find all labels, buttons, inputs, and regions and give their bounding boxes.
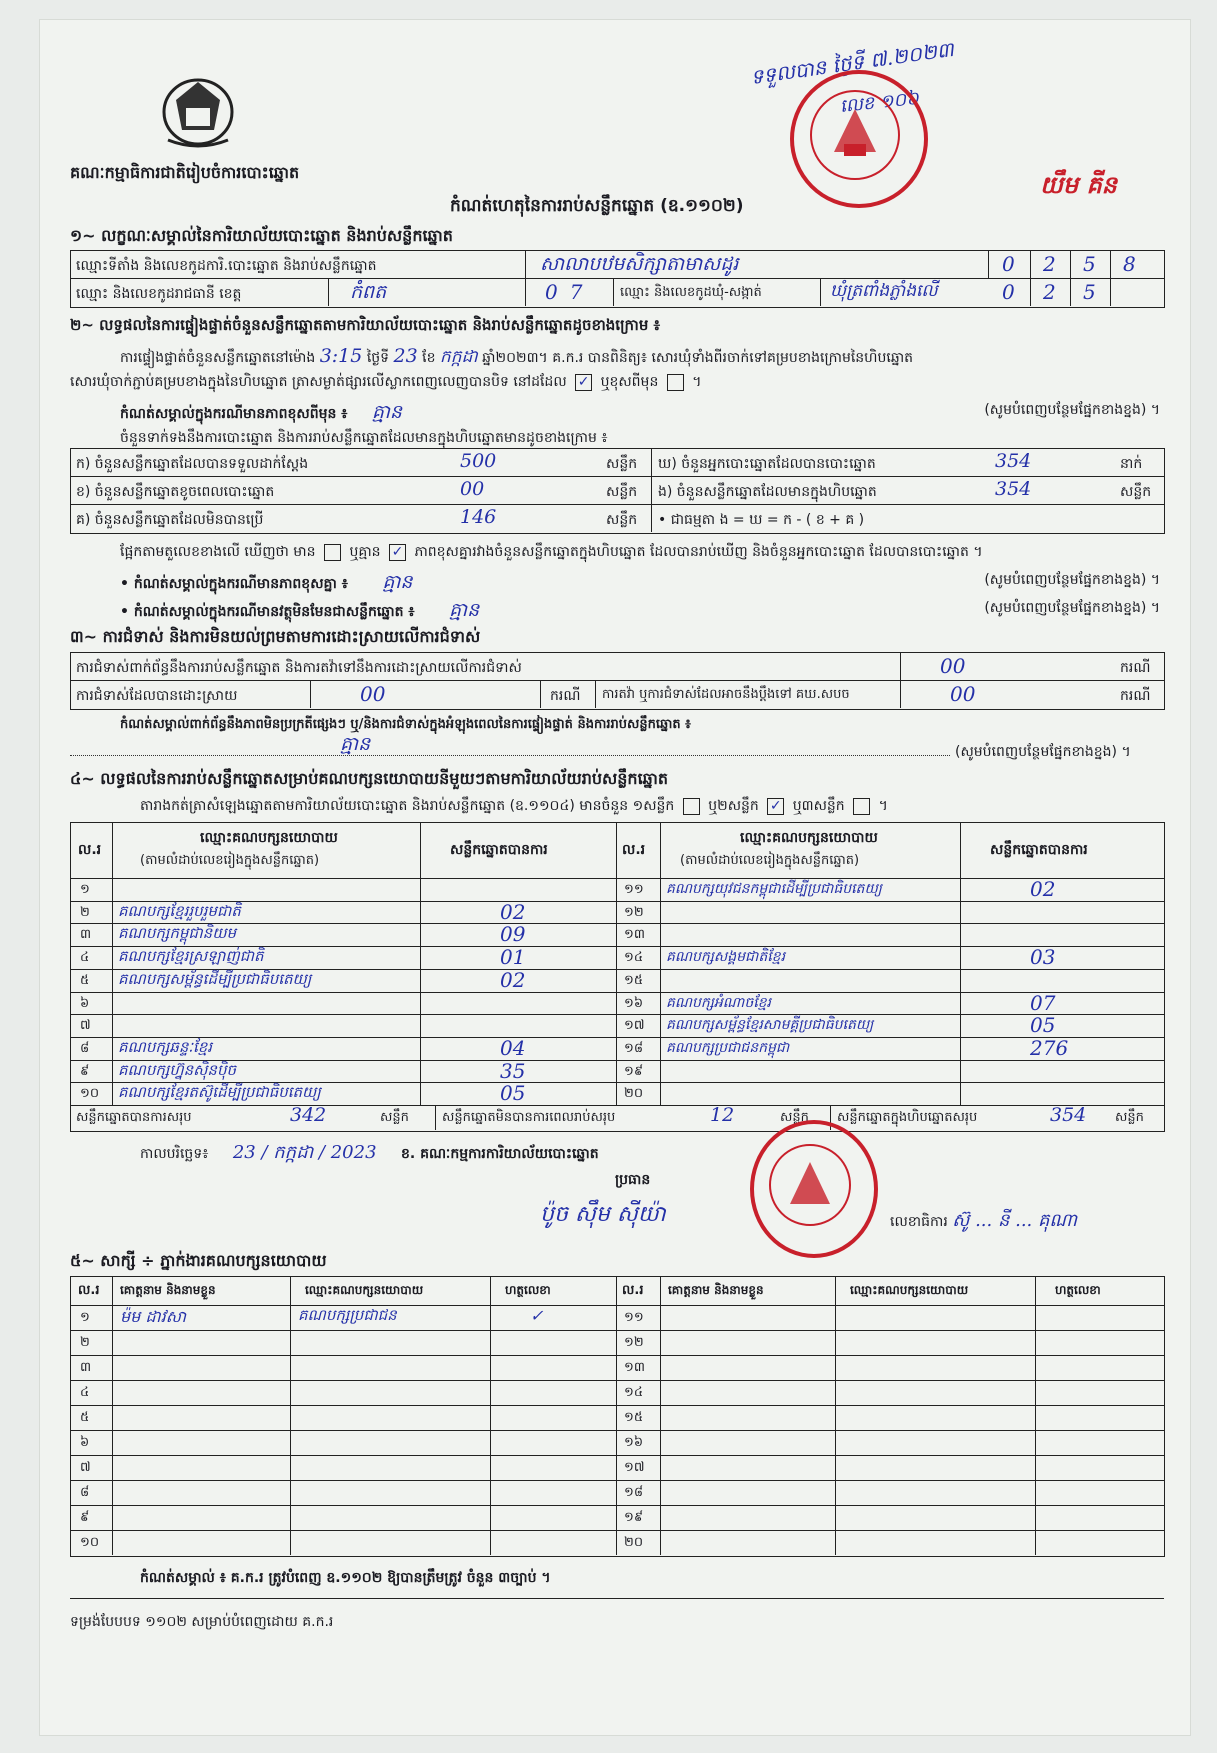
consistency-c: ភាពខុសគ្នារវាងចំនួនសន្លឹកឆ្នោតក្នុងហិបឆ្នោត ដែលបានរាប់ឃើញ និងចំនួនអ្នកបោះឆ្នោត ដែលបានបោះឆ្នោត ។ bbox=[414, 544, 983, 560]
date-value: 23 / កក្កដា / 2023 bbox=[232, 1142, 377, 1163]
section2-title: ២~ លទ្ធផលនៃការផ្ទៀងផ្ទាត់ចំនួនសន្លឹកឆ្នោតតាមការិយាល័យបោះឆ្នោត និងរាប់សន្លឹកឆ្នោតដូចខាងក្រោម ៖ bbox=[70, 316, 661, 334]
witness-row-sign: ✓ bbox=[530, 1306, 544, 1325]
resolved-value: 00 bbox=[360, 682, 386, 706]
witness-col-sign-left: ហត្ថលេខា bbox=[505, 1283, 551, 1297]
total-valid-unit: សន្លឹក bbox=[380, 1110, 409, 1125]
verification-time-line bbox=[120, 345, 913, 371]
year-text: ឆ្នាំ២០២៣។ គ.ក.រ បានពិនិត្យ៖ សោរឃុំទាំងពីរចាក់ទៅគម្របខាងក្រោមនៃហិបឆ្នោត bbox=[482, 350, 914, 366]
results-row-no: ១៦ bbox=[624, 996, 644, 1011]
secretary-line bbox=[890, 1208, 1077, 1235]
tally-3-sheets-checkbox[interactable] bbox=[853, 798, 870, 815]
results-row-no: ២ bbox=[80, 905, 90, 920]
appeal-label: ការតវ៉ា ឬការជំទាស់ដែលអាចនឹងប្តឹងទៅ គឃ.សបច bbox=[602, 687, 850, 702]
results-row-votes: 02 bbox=[1030, 877, 1056, 901]
witness-row-no: ៥ bbox=[80, 1410, 90, 1425]
diff-note-line bbox=[120, 400, 1160, 428]
results-row-party: គណបក្សខ្មែរតស៊ូដើម្បីប្រជាធិបតេយ្យ bbox=[118, 1083, 321, 1101]
witness-row-name: ម៉ម ដាវសា bbox=[120, 1307, 187, 1326]
total-invalid-unit: សន្លឹក bbox=[780, 1110, 809, 1125]
footer-note: កំណត់សម្គាល់ ៖ គ.ក.រ ត្រូវបំពេញ ឧ.១១០២ ឱ្យបានត្រឹមត្រូវ ចំនួន ៣ច្បាប់ ។ bbox=[140, 1570, 551, 1586]
commune-value: ឃុំត្រពាំងភ្លាំងលើ bbox=[830, 281, 938, 301]
consistency-line bbox=[120, 542, 983, 563]
count-row-unit-left: សន្លឹក bbox=[606, 456, 638, 472]
chair-signature: ប៉ូច ស៊ឹម ស៊ីយ៉ា bbox=[540, 1202, 666, 1227]
results-row-party: គណបក្សខ្មែររួបរួមជាតិ bbox=[118, 902, 241, 920]
total-invalid-value: 12 bbox=[710, 1104, 735, 1126]
witness-row-no: ២ bbox=[80, 1335, 90, 1350]
ballot-count-form bbox=[40, 20, 1190, 1735]
witness-row-no: ១២ bbox=[624, 1335, 644, 1350]
witness-col-sign-right: ហត្ថលេខា bbox=[1055, 1283, 1101, 1297]
results-col-party-left: ឈ្មោះគណបក្សនយោបាយ bbox=[200, 830, 338, 846]
count-row-unit-right: នាក់ bbox=[1120, 456, 1143, 472]
month-value: កក្កដា bbox=[439, 347, 478, 367]
site-name-value: សាលាបឋមសិក្សាតាមាសដូរ bbox=[540, 253, 739, 275]
results-row-no: ១៥ bbox=[624, 973, 644, 988]
witness-row-no: ៣ bbox=[80, 1360, 92, 1375]
witness-row-no: ៤ bbox=[80, 1385, 90, 1400]
province-label: ឈ្មោះ និងលេខកូដរាជធានី ខេត្ត bbox=[76, 286, 242, 302]
total-invalid-label: សន្លឹកឆ្នោតមិនបានការពេលរាប់សរុប bbox=[442, 1110, 616, 1125]
results-row-votes: 01 bbox=[500, 945, 526, 969]
witness-row-no: ៨ bbox=[80, 1485, 90, 1500]
results-row-party: គណបក្សសម្ព័ន្ធខ្មែរសាមគ្គីប្រជាធិបតេយ្យ bbox=[666, 1017, 874, 1033]
results-row-no: ១១ bbox=[624, 882, 644, 897]
secretary-label: លេខាធិការ bbox=[890, 1214, 948, 1230]
consistency-b: ឬគ្មាន bbox=[349, 544, 381, 560]
received-note-line1: ទទួលបាន ថ្ងៃទី ៧.២០២៣ bbox=[749, 36, 956, 90]
witness-col-no-left: ល.រ bbox=[78, 1283, 100, 1298]
date-label: កាលបរិច្ឆេទ៖ bbox=[140, 1146, 209, 1162]
station-seal-icon bbox=[754, 1124, 874, 1254]
time-intro: ការផ្ទៀងផ្ទាត់ចំនួនសន្លឹកឆ្នោតនៅម៉ោង bbox=[120, 350, 316, 366]
witness-col-party-right: ឈ្មោះគណបក្សនយោបាយ bbox=[850, 1283, 969, 1297]
results-row-votes: 09 bbox=[500, 922, 526, 946]
count-row-unit-right: សន្លឹក bbox=[1120, 484, 1152, 500]
site-code-digit-3: 5 bbox=[1083, 252, 1096, 276]
consistency-a: ផ្អែកតាមតួលេខខាងលើ ឃើញថា មាន bbox=[120, 544, 316, 560]
bullet1-line bbox=[120, 570, 1160, 598]
section1-title: ១~ លក្ខណៈសម្គាល់នៃការិយាល័យបោះឆ្នោត និងរាប់សន្លឹកឆ្នោត bbox=[70, 226, 453, 245]
results-row-no: ៤ bbox=[80, 950, 90, 965]
results-row-votes: 03 bbox=[1030, 945, 1056, 969]
results-row-no: ១៧ bbox=[624, 1018, 645, 1033]
changed-label: ឬខុសពីមុន bbox=[600, 374, 659, 390]
site-name-label: ឈ្មោះទីតាំង និងលេខកូដការិ.បោះឆ្នោត និងរាប់សន្លឹកឆ្នោត bbox=[76, 258, 377, 274]
commune-code-digit-3: 5 bbox=[1083, 280, 1096, 304]
no-difference-checkbox[interactable]: ✓ bbox=[389, 544, 406, 561]
results-row-no: ៧ bbox=[80, 1018, 91, 1033]
same-as-before-checkbox[interactable]: ✓ bbox=[575, 374, 592, 391]
witness-row-no: ៧ bbox=[80, 1460, 91, 1475]
province-code: 07 bbox=[545, 280, 595, 304]
tally-opt3: ឬ៣សន្លឹក bbox=[792, 798, 845, 814]
footer-form-code: ទម្រង់បែបបទ ១១០២ សម្រាប់បំពេញដោយ គ.ក.រ bbox=[70, 1614, 334, 1630]
witness-col-name-right: គោត្តនាម និងនាមខ្លួន bbox=[668, 1283, 764, 1297]
irregularity-note-label: កំណត់សម្គាល់ពាក់ព័ន្ធនឹងភាពមិនប្រក្រតីផ្សេងៗ ឬ/និងការជំទាស់ក្នុងអំឡុងពេលនៃការផ្ទៀងផ្ទាត់ និងការរាប់សន្លឹកឆ្នោត ៖ bbox=[120, 717, 691, 732]
section4-title: ៤~ លទ្ធផលនៃការរាប់សន្លឹកឆ្នោតសម្រាប់គណបក្សនយោបាយនីមួយៗតាមការិយាល័យរាប់សន្លឹកឆ្នោត bbox=[70, 769, 669, 788]
results-row-no: ១៨ bbox=[624, 1041, 644, 1056]
witness-row-no: ៩ bbox=[80, 1510, 90, 1525]
results-col-no-right: ល.រ bbox=[622, 842, 646, 858]
bullet1-hint: (សូមបំពេញបន្ថែមផ្នែកខាងខ្នង) ។ bbox=[984, 572, 1160, 588]
stamp-seal-icon bbox=[794, 74, 924, 204]
results-row-party: គណបក្សសម្ព័ន្ធដើម្បីប្រជាធិបតេយ្យ bbox=[118, 970, 312, 988]
diff-note-hint: (សូមបំពេញបន្ថែមផ្នែកខាងខ្នង) ។ bbox=[984, 402, 1160, 418]
bullet2-hint: (សូមបំពេញបន្ថែមផ្នែកខាងខ្នង) ។ bbox=[984, 600, 1160, 616]
results-row-no: ១៣ bbox=[624, 927, 645, 942]
count-row-label-left: គ) ចំនួនសន្លឹកឆ្នោតដែលមិនបានប្រើ bbox=[76, 512, 264, 528]
results-row-votes: 05 bbox=[1030, 1013, 1056, 1037]
results-col-votes-right: សន្លឹកឆ្នោតបានការ bbox=[990, 842, 1088, 858]
witness-row-no: ៦ bbox=[80, 1435, 90, 1450]
day-value: 23 bbox=[393, 345, 418, 367]
witness-row-no: ១៥ bbox=[624, 1410, 644, 1425]
resolved-unit: ករណី bbox=[550, 688, 581, 704]
results-col-party-sub-left: (តាមលំដាប់លេខរៀងក្នុងសន្លឹកឆ្នោត) bbox=[140, 853, 320, 868]
irregularity-dots bbox=[70, 755, 950, 756]
results-row-votes: 276 bbox=[1030, 1036, 1069, 1060]
results-row-votes: 04 bbox=[500, 1036, 526, 1060]
total-box-value: 354 bbox=[1050, 1104, 1087, 1126]
results-row-votes: 02 bbox=[500, 968, 526, 992]
appeal-value: 00 bbox=[950, 682, 976, 706]
site-code-digit-2: 2 bbox=[1043, 252, 1056, 276]
day-label: ថ្ងៃទី bbox=[366, 350, 390, 366]
witness-row-no: ១៦ bbox=[624, 1435, 644, 1450]
org-name: គណៈកម្មាធិការជាតិរៀបចំការបោះឆ្នោត bbox=[70, 163, 300, 182]
commune-code-digit-1: 0 bbox=[1002, 280, 1015, 304]
results-row-party: គណបក្សអំណាចខ្មែរ bbox=[666, 995, 771, 1011]
witness-col-party-left: ឈ្មោះគណបក្សនយោបាយ bbox=[305, 1283, 424, 1297]
count-row-label-right: ឃ) ចំនួនអ្នកបោះឆ្នោតដែលបានបោះឆ្នោត bbox=[658, 456, 876, 472]
count-row-label-right: ង) ចំនួនសន្លឹកឆ្នោតដែលមានក្នុងហិបឆ្នោត bbox=[658, 484, 877, 500]
commune-code-digit-2: 2 bbox=[1043, 280, 1056, 304]
count-row-label-right: • ជាធម្មតា ង = ឃ = ក - ( ខ + គ ) bbox=[658, 512, 865, 528]
count-row-label-left: ខ) ចំនួនសន្លឹកឆ្នោតខូចពេលបោះឆ្នោត bbox=[76, 484, 275, 500]
results-row-no: ២០ bbox=[624, 1086, 644, 1101]
tally-intro: តារាងកត់ត្រាសំឡេងឆ្នោតតាមការិយាល័យបោះឆ្នោត និងរាប់សន្លឹកឆ្នោត (ឧ.១១០៤) មានចំនួន ១សន្លឹក bbox=[140, 798, 675, 814]
commune-label: ឈ្មោះ និងលេខកូដឃុំ-សង្កាត់ bbox=[620, 285, 762, 300]
witness-row-no: ១៤ bbox=[624, 1385, 644, 1400]
results-row-votes: 07 bbox=[1030, 991, 1056, 1015]
date-line bbox=[140, 1140, 599, 1167]
site-code-digit-1: 0 bbox=[1002, 252, 1015, 276]
nec-emblem-icon bbox=[158, 70, 238, 150]
results-row-votes: 05 bbox=[500, 1081, 526, 1105]
witness-row-no: ១៨ bbox=[624, 1485, 644, 1500]
results-row-no: ៥ bbox=[80, 973, 90, 988]
committee-label: ខ. គណៈកម្មការការិយាល័យបោះឆ្នោត bbox=[400, 1146, 599, 1162]
month-label: ខែ bbox=[422, 350, 436, 366]
bullet1-value: គ្មាន bbox=[382, 571, 413, 593]
results-row-party: គណបក្សយុវជនកម្ពុជាដើម្បីប្រជាធិបតេយ្យ bbox=[666, 881, 882, 897]
results-row-no: ១៩ bbox=[624, 1064, 644, 1079]
witness-table bbox=[70, 1276, 1165, 1557]
stamp-signature: យឹម គីន bbox=[1040, 170, 1117, 199]
results-row-votes: 35 bbox=[500, 1059, 526, 1083]
tally-2-sheets-checkbox[interactable]: ✓ bbox=[767, 798, 784, 815]
resolved-label: ការជំទាស់ដែលបានដោះស្រាយ bbox=[76, 688, 238, 704]
results-row-party: គណបក្សឆន្ទៈខ្មែរ bbox=[118, 1038, 213, 1056]
form-title: កំណត់ហេតុនៃការរាប់សន្លឹកឆ្នោត (ឧ.១១០២) bbox=[450, 196, 744, 216]
witness-row-no: ១៩ bbox=[624, 1510, 644, 1525]
detail-intro: ចំនួនទាក់ទងនឹងការបោះឆ្នោត និងការរាប់សន្លឹកឆ្នោតដែលមានក្នុងហិបឆ្នោតមានដូចខាងក្រោម ៖ bbox=[120, 430, 608, 446]
bullet2-label: • កំណត់សម្គាល់ក្នុងករណីមានវត្ថុមិនមែនជាសន្លឹកឆ្នោត ៖ bbox=[120, 604, 415, 620]
bullet1-label: • កំណត់សម្គាល់ក្នុងករណីមានភាពខុសគ្នា ៖ bbox=[120, 576, 348, 592]
witness-row-no: ១ bbox=[80, 1310, 90, 1325]
results-row-party: គណបក្សប្រជាជនកម្ពុជា bbox=[666, 1040, 790, 1056]
chair-label: ប្រធាន bbox=[615, 1172, 651, 1188]
count-row-value-right: 354 bbox=[995, 450, 1032, 472]
results-row-party: គណបក្សសង្គមជាតិខ្មែរ bbox=[666, 949, 786, 965]
tally-opt2: ឬ២សន្លឹក bbox=[708, 798, 759, 814]
witness-col-no-right: ល.រ bbox=[622, 1283, 644, 1298]
total-valid-label: សន្លឹកឆ្នោតបានការសរុប bbox=[76, 1110, 192, 1125]
count-row-value-left: 500 bbox=[460, 450, 497, 472]
results-row-no: ៩ bbox=[80, 1064, 90, 1079]
tally-sheet-line: តារាងកត់ត្រាសំឡេងឆ្នោតតាមការិយាល័យបោះឆ្នោត និងរាប់សន្លឹកឆ្នោត (ឧ.១១០៤) មានចំនួន ១សន្លឹក ឬ២សន្លឹក ✓ ឬ៣សន្លឹក ។ bbox=[140, 797, 888, 814]
results-row-no: ១ bbox=[80, 882, 90, 897]
witness-row-no: ១១ bbox=[624, 1310, 644, 1325]
count-row-label-left: ក) ចំនួនសន្លឹកឆ្នោតដែលបានទទួលដាក់ស្តែង bbox=[76, 456, 309, 472]
changed-checkbox[interactable] bbox=[667, 374, 684, 391]
site-code-digit-4: 8 bbox=[1123, 252, 1136, 276]
lock-check-text: សោរឃុំចាក់ភ្ជាប់គម្របខាងក្នុងនៃហិបឆ្នោត ត្រាសម្ងាត់ផ្សារលើស្លាកពេញលេញបានបិទ នៅដដែល bbox=[70, 374, 567, 390]
irregularity-note-value: គ្មាន bbox=[340, 733, 371, 755]
polling-station-stamp bbox=[750, 1120, 878, 1258]
results-row-no: ៦ bbox=[80, 996, 90, 1011]
results-row-party: គណបក្សខ្មែរស្រឡាញ់ជាតិ bbox=[118, 947, 264, 965]
results-row-no: ៨ bbox=[80, 1041, 90, 1056]
results-row-no: ៣ bbox=[80, 927, 92, 942]
count-row-unit-left: សន្លឹក bbox=[606, 512, 638, 528]
objections-label: ការជំទាស់ពាក់ព័ន្ធនឹងការរាប់សន្លឹកឆ្នោត និងការតវ៉ាទៅនឹងការដោះស្រាយលើការជំទាស់ bbox=[76, 660, 522, 676]
witness-row-no: ២០ bbox=[624, 1535, 644, 1550]
witness-col-name-left: គោត្តនាម និងនាមខ្លួន bbox=[120, 1283, 216, 1297]
total-box-unit: សន្លឹក bbox=[1115, 1110, 1144, 1125]
count-row-value-left: 00 bbox=[460, 478, 485, 500]
secretary-signature: ស៊ូ ... នី ... គុណា bbox=[952, 1210, 1078, 1231]
witness-row-no: ១៧ bbox=[624, 1460, 645, 1475]
diff-note-value: គ្មាន bbox=[371, 401, 402, 423]
commune-stamp bbox=[790, 70, 928, 208]
count-row-unit-left: សន្លឹក bbox=[606, 484, 638, 500]
bullet2-value: គ្មាន bbox=[448, 599, 480, 621]
irregularity-hint: (សូមបំពេញបន្ថែមផ្នែកខាងខ្នង) ។ bbox=[955, 744, 1131, 760]
section5-title: ៥~ សាក្សី ÷ ភ្នាក់ងារគណបក្សនយោបាយ bbox=[70, 1251, 327, 1270]
results-col-votes-left: សន្លឹកឆ្នោតបានការ bbox=[450, 842, 548, 858]
has-difference-checkbox[interactable] bbox=[324, 544, 341, 561]
objections-unit: ករណី bbox=[1120, 660, 1151, 676]
diff-note-label: កំណត់សម្គាល់ក្នុងករណីមានភាពខុសពីមុន ៖ bbox=[120, 406, 348, 422]
total-valid-value: 342 bbox=[290, 1104, 327, 1126]
results-col-party-right: ឈ្មោះគណបក្សនយោបាយ bbox=[740, 830, 878, 846]
province-value: កំពត bbox=[350, 281, 387, 303]
results-row-party: គណបក្សកម្ពុជានិយម bbox=[118, 924, 236, 942]
results-row-votes: 02 bbox=[500, 900, 526, 924]
appeal-unit: ករណី bbox=[1120, 688, 1151, 704]
witness-row-no: ១០ bbox=[80, 1535, 100, 1550]
tally-1-sheet-checkbox[interactable] bbox=[683, 798, 700, 815]
count-row-value-right: 354 bbox=[995, 478, 1032, 500]
received-note-line2: លេខ ១០៦ bbox=[839, 87, 920, 118]
lock-check-line: សោរឃុំចាក់ភ្ជាប់គម្របខាងក្នុងនៃហិបឆ្នោត ត្រាសម្ងាត់ផ្សារលើស្លាកពេញលេញបានបិទ នៅដដែល ✓ ឬខុសពីមុន ។ bbox=[70, 373, 702, 390]
results-col-no-left: ល.រ bbox=[78, 842, 102, 858]
objections-value: 00 bbox=[940, 654, 966, 678]
section3-title: ៣~ ការជំទាស់ និងការមិនយល់ព្រមតាមការដោះស្រាយលើការជំទាស់ bbox=[70, 627, 481, 646]
results-row-no: ១៤ bbox=[624, 950, 644, 965]
time-value: 3:15 bbox=[319, 345, 363, 367]
bullet2-line bbox=[120, 598, 1160, 626]
witness-row-party: គណបក្សប្រជាជន bbox=[298, 1306, 397, 1324]
results-row-no: ១២ bbox=[624, 905, 644, 920]
witness-row-no: ១៣ bbox=[624, 1360, 645, 1375]
results-col-party-sub-right: (តាមលំដាប់លេខរៀងក្នុងសន្លឹកឆ្នោត) bbox=[680, 853, 860, 868]
total-box-label: សន្លឹកឆ្នោតក្នុងហិបឆ្នោតសរុប bbox=[837, 1110, 978, 1125]
count-row-value-left: 146 bbox=[460, 506, 497, 528]
results-row-party: គណបក្សហ្វ៊ុនស៊ិនប៉ិច bbox=[118, 1061, 236, 1079]
results-row-no: ១០ bbox=[80, 1086, 100, 1101]
